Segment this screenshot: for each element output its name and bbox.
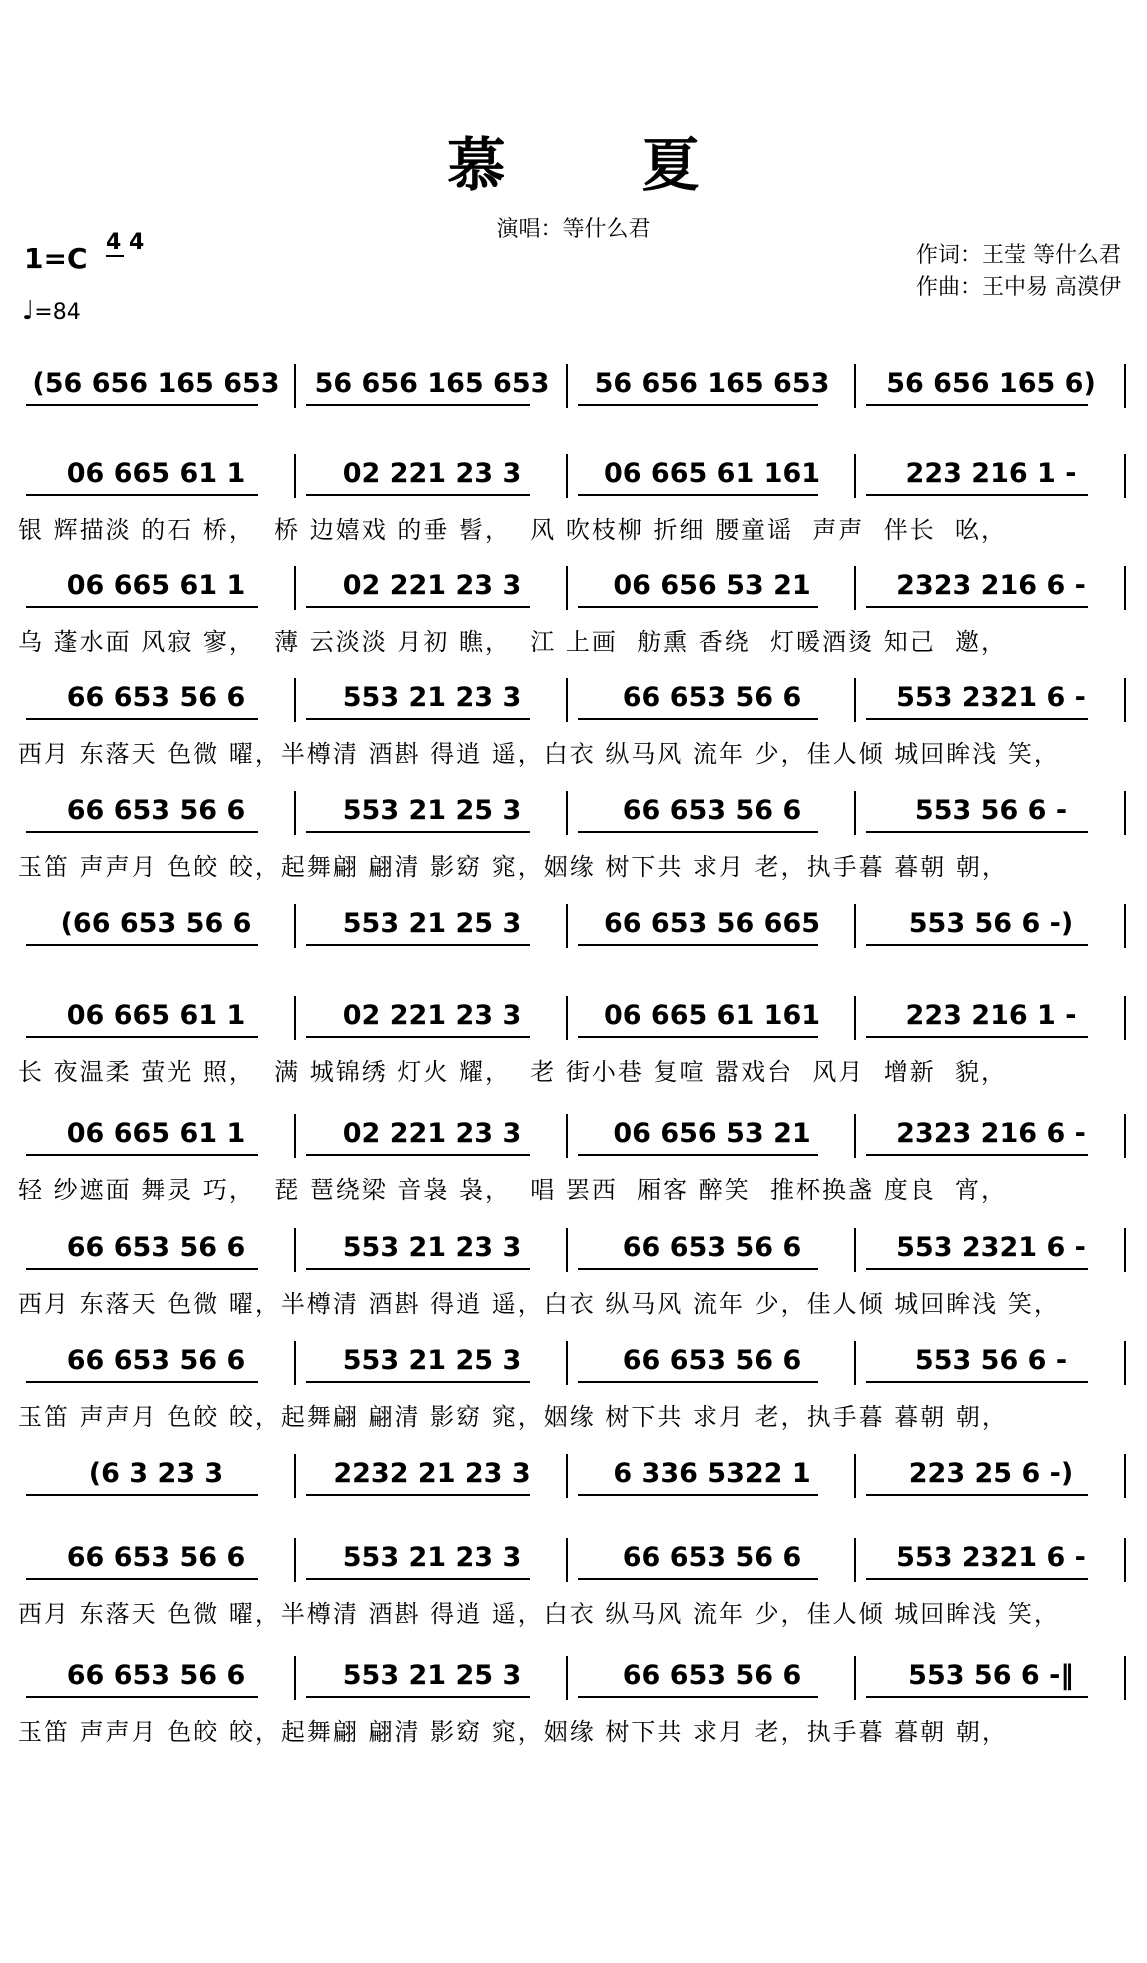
beam-underline <box>306 404 530 406</box>
measure: 553 21 23 3 <box>342 682 522 713</box>
beam-underline <box>578 718 818 720</box>
barline <box>566 1538 568 1582</box>
measure: 06 665 61 161 <box>603 458 821 489</box>
measure: 2323 216 6 - <box>896 1118 1086 1149</box>
beam-underline <box>26 606 258 608</box>
beam-underline <box>306 494 530 496</box>
beam-underline <box>26 494 258 496</box>
beam-underline <box>26 831 258 833</box>
beam-underline <box>306 1268 530 1270</box>
beam-underline <box>578 494 818 496</box>
barline <box>1124 678 1126 722</box>
measure: 553 2321 6 - <box>896 682 1086 713</box>
barline <box>294 904 296 948</box>
beam-underline <box>26 1494 258 1496</box>
barline <box>294 1656 296 1700</box>
measure: 02 221 23 3 <box>342 1000 522 1031</box>
beam-underline <box>578 404 818 406</box>
measure: 06 665 61 1 <box>66 570 246 601</box>
measure: 06 665 61 1 <box>66 1000 246 1031</box>
barline <box>854 454 856 498</box>
measure: (56 656 165 653 <box>32 368 280 399</box>
barline <box>294 1341 296 1385</box>
beam-underline <box>26 1696 258 1698</box>
song-title: 慕 夏 <box>447 131 758 199</box>
barline <box>854 1538 856 1582</box>
beam-underline <box>866 1381 1088 1383</box>
beam-underline <box>578 1578 818 1580</box>
beam-underline <box>306 1154 530 1156</box>
measure: 6 336 5322 1 <box>613 1458 811 1489</box>
beam-underline <box>26 944 258 946</box>
measure: 06 665 61 1 <box>66 458 246 489</box>
measure: 553 56 6 - <box>914 795 1068 826</box>
measure: 553 56 6 -) <box>908 908 1074 939</box>
measure: 553 21 23 3 <box>342 1232 522 1263</box>
music-staff <box>0 908 1147 968</box>
beam-underline <box>26 1381 258 1383</box>
beam-underline <box>578 1154 818 1156</box>
measure: 2232 21 23 3 <box>333 1458 531 1489</box>
music-staff <box>0 368 1147 428</box>
time-signature-top: 4 <box>106 230 122 255</box>
barline <box>294 1114 296 1158</box>
beam-underline <box>578 944 818 946</box>
barline <box>1124 996 1126 1040</box>
music-staff <box>0 1458 1147 1518</box>
credits-block <box>916 240 1121 304</box>
barline <box>566 1114 568 1158</box>
key-signature: 1=C <box>24 242 88 275</box>
barline <box>1124 364 1126 408</box>
measure: 06 665 61 161 <box>603 1000 821 1031</box>
barline <box>1124 1341 1126 1385</box>
barline <box>1124 791 1126 835</box>
measure: 553 56 6 - <box>914 1345 1068 1376</box>
music-staff <box>0 570 1147 630</box>
measure: 66 653 56 6 <box>622 1345 802 1376</box>
music-staff <box>0 1232 1147 1292</box>
beam-underline <box>866 718 1088 720</box>
barline <box>566 1228 568 1272</box>
beam-underline <box>578 1696 818 1698</box>
tempo-marking <box>22 296 81 326</box>
barline <box>1124 454 1126 498</box>
beam-underline <box>866 606 1088 608</box>
barline <box>566 1656 568 1700</box>
beam-underline <box>578 606 818 608</box>
beam-underline <box>26 1154 258 1156</box>
lyrics-line: 西月 东落天 色微 曜，半樽清 酒斟 得逍 遥，白衣 纵马风 流年 少，佳人倾 城回眸浅 笑， <box>18 1600 1060 1628</box>
barline <box>854 678 856 722</box>
barline <box>854 1454 856 1498</box>
barline <box>854 791 856 835</box>
barline <box>294 566 296 610</box>
measure: 66 653 56 6 <box>622 1542 802 1573</box>
measure: 223 25 6 -) <box>908 1458 1074 1489</box>
measure: 66 653 56 6 <box>622 795 802 826</box>
lyrics-line: 轻 纱遮面 舞灵 巧， 琵 琶绕梁 音袅 袅， 唱 罢西 厢客 醉笑 推杯换盏 度良 宵， <box>18 1176 1007 1204</box>
beam-underline <box>866 1154 1088 1156</box>
barline <box>854 996 856 1040</box>
barline <box>294 1538 296 1582</box>
barline <box>566 566 568 610</box>
lyrics-line: 乌 蓬水面 风寂 寥， 薄 云淡淡 月初 瞧， 江 上画 舫熏 香绕 灯暖酒烫 知己 邀， <box>18 628 1007 656</box>
barline <box>854 364 856 408</box>
barline <box>566 678 568 722</box>
lyrics-line: 银 辉描淡 的石 桥， 桥 边嬉戏 的垂 髫， 风 吹枝柳 折细 腰童谣 声声 伴长 吆， <box>18 516 1007 544</box>
beam-underline <box>866 1494 1088 1496</box>
music-staff <box>0 682 1147 742</box>
measure: (66 653 56 6 <box>60 908 252 939</box>
music-staff <box>0 1118 1147 1178</box>
measure: 66 653 56 6 <box>622 1232 802 1263</box>
beam-underline <box>306 1381 530 1383</box>
barline <box>294 1454 296 1498</box>
barline <box>854 904 856 948</box>
barline <box>294 454 296 498</box>
barline <box>1124 1114 1126 1158</box>
measure: 553 21 25 3 <box>342 795 522 826</box>
measure: 553 21 25 3 <box>342 1660 522 1691</box>
measure: 56 656 165 6) <box>886 368 1096 399</box>
beam-underline <box>578 1268 818 1270</box>
barline <box>566 996 568 1040</box>
time-signature-bottom: 4 <box>128 230 145 255</box>
barline <box>854 1341 856 1385</box>
measure: 553 21 25 3 <box>342 908 522 939</box>
lyrics-line: 长 夜温柔 萤光 照， 满 城锦绣 灯火 耀， 老 街小巷 复喧 嚣戏台 风月 增新 貌， <box>18 1058 1007 1086</box>
barline <box>294 364 296 408</box>
measure: 06 656 53 21 <box>613 570 811 601</box>
barline <box>854 1228 856 1272</box>
lyrics-line: 玉笛 声声月 色皎 皎，起舞翩 翩清 影窈 窕，姻缘 树下共 求月 老，执手暮 暮朝 朝， <box>18 1403 1008 1431</box>
measure: 553 2321 6 - <box>896 1542 1086 1573</box>
measure: 66 653 56 6 <box>66 1232 246 1263</box>
measure: 553 2321 6 - <box>896 1232 1086 1263</box>
beam-underline <box>866 1696 1088 1698</box>
music-staff <box>0 1000 1147 1060</box>
barline <box>294 678 296 722</box>
lyrics-line: 玉笛 声声月 色皎 皎，起舞翩 翩清 影窈 窕，姻缘 树下共 求月 老，执手暮 暮朝 朝， <box>18 853 1008 881</box>
measure: 66 653 56 6 <box>622 682 802 713</box>
measure: 223 216 1 - <box>905 1000 1077 1031</box>
beam-underline <box>306 831 530 833</box>
measure: 02 221 23 3 <box>342 458 522 489</box>
beam-underline <box>306 1036 530 1038</box>
tempo-value: =84 <box>34 300 81 325</box>
beam-underline <box>26 1036 258 1038</box>
beam-underline <box>26 404 258 406</box>
beam-underline <box>306 1578 530 1580</box>
measure: 223 216 1 - <box>905 458 1077 489</box>
beam-underline <box>26 1268 258 1270</box>
measure: 56 656 165 653 <box>594 368 830 399</box>
beam-underline <box>578 1036 818 1038</box>
barline <box>1124 904 1126 948</box>
barline <box>294 791 296 835</box>
barline <box>566 454 568 498</box>
beam-underline <box>578 1381 818 1383</box>
barline <box>566 364 568 408</box>
measure: 06 656 53 21 <box>613 1118 811 1149</box>
beam-underline <box>306 944 530 946</box>
beam-underline <box>306 718 530 720</box>
music-staff <box>0 1345 1147 1405</box>
composer-credit: 作曲：王中易 高漠伊 <box>916 275 1121 300</box>
measure: 553 56 6 -‖ <box>908 1660 1074 1691</box>
beam-underline <box>26 718 258 720</box>
measure: 553 21 23 3 <box>342 1542 522 1573</box>
time-signature <box>106 232 144 254</box>
barline <box>1124 1656 1126 1700</box>
beam-underline <box>306 1696 530 1698</box>
beam-underline <box>306 606 530 608</box>
lyricist-credit: 作词：王莹 等什么君 <box>916 243 1121 268</box>
beam-underline <box>26 1578 258 1580</box>
singer-credit: 演唱：等什么君 <box>496 217 651 242</box>
barline <box>854 1114 856 1158</box>
barline <box>1124 1228 1126 1272</box>
music-staff <box>0 1542 1147 1602</box>
music-staff <box>0 458 1147 518</box>
measure: (6 3 23 3 <box>88 1458 224 1489</box>
lyrics-line: 玉笛 声声月 色皎 皎，起舞翩 翩清 影窈 窕，姻缘 树下共 求月 老，执手暮 暮朝 朝， <box>18 1718 1008 1746</box>
beam-underline <box>866 404 1088 406</box>
barline <box>566 791 568 835</box>
measure: 2323 216 6 - <box>896 570 1086 601</box>
lyrics-line: 西月 东落天 色微 曜，半樽清 酒斟 得逍 遥，白衣 纵马风 流年 少，佳人倾 城回眸浅 笑， <box>18 1290 1060 1318</box>
measure: 66 653 56 6 <box>66 1660 246 1691</box>
measure: 02 221 23 3 <box>342 1118 522 1149</box>
measure: 66 653 56 6 <box>66 795 246 826</box>
measure: 553 21 25 3 <box>342 1345 522 1376</box>
measure: 02 221 23 3 <box>342 570 522 601</box>
beam-underline <box>578 1494 818 1496</box>
beam-underline <box>866 494 1088 496</box>
barline <box>854 1656 856 1700</box>
beam-underline <box>866 831 1088 833</box>
beam-underline <box>866 1578 1088 1580</box>
measure: 66 653 56 6 <box>66 682 246 713</box>
barline <box>1124 1538 1126 1582</box>
time-signature-divider <box>106 255 124 257</box>
measure: 66 653 56 6 <box>66 1345 246 1376</box>
quarter-note-icon: ♩ <box>22 296 35 326</box>
barline <box>566 1341 568 1385</box>
barline <box>566 1454 568 1498</box>
barline <box>1124 1454 1126 1498</box>
barline <box>854 566 856 610</box>
barline <box>294 996 296 1040</box>
barline <box>1124 566 1126 610</box>
barline <box>294 1228 296 1272</box>
beam-underline <box>306 1494 530 1496</box>
measure: 66 653 56 6 <box>66 1542 246 1573</box>
music-staff <box>0 1660 1147 1720</box>
measure: 66 653 56 6 <box>622 1660 802 1691</box>
barline <box>566 904 568 948</box>
lyrics-line: 西月 东落天 色微 曜，半樽清 酒斟 得逍 遥，白衣 纵马风 流年 少，佳人倾 城回眸浅 笑， <box>18 740 1060 768</box>
beam-underline <box>866 944 1088 946</box>
measure: 56 656 165 653 <box>314 368 550 399</box>
beam-underline <box>866 1036 1088 1038</box>
beam-underline <box>866 1268 1088 1270</box>
measure: 66 653 56 665 <box>603 908 821 939</box>
music-staff <box>0 795 1147 855</box>
beam-underline <box>578 831 818 833</box>
measure: 06 665 61 1 <box>66 1118 246 1149</box>
